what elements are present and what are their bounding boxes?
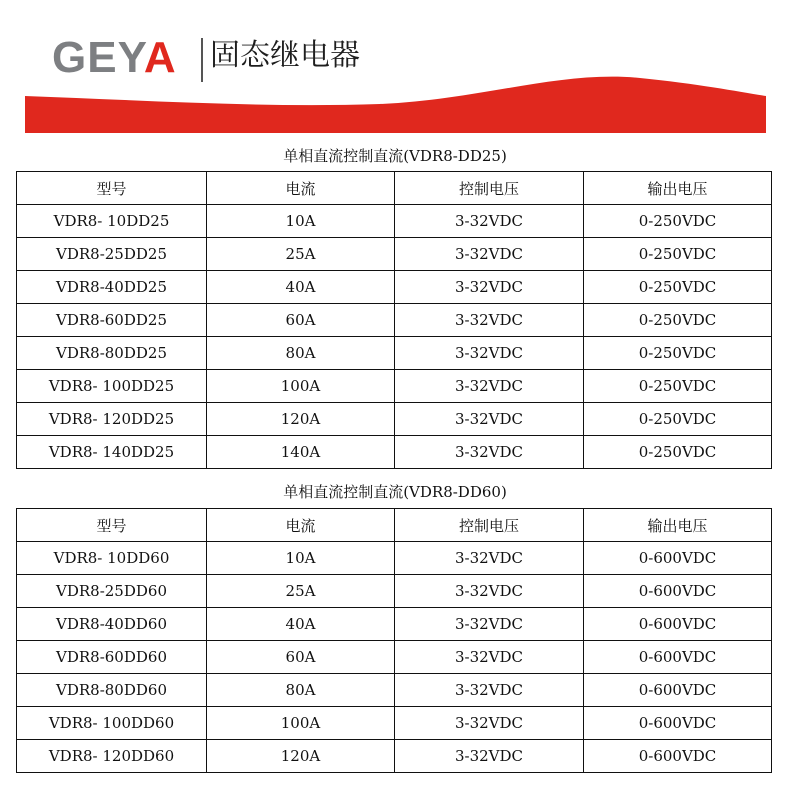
cell-output-voltage: 0-600VDC: [584, 575, 772, 608]
table-row: [17, 337, 772, 370]
cell-output-voltage: 0-600VDC: [584, 674, 772, 707]
cell-control-voltage: 3-32VDC: [395, 436, 584, 469]
cell-output-voltage: 0-250VDC: [584, 370, 772, 403]
cell-output-voltage: 0-250VDC: [584, 271, 772, 304]
table-row: [17, 542, 772, 575]
cell-model: VDR8- 120DD25: [17, 403, 207, 436]
spec-table-dd25: [16, 171, 772, 469]
cell-control-voltage: 3-32VDC: [395, 271, 584, 304]
cell-current: 120A: [207, 740, 395, 773]
cell-current: 40A: [207, 271, 395, 304]
cell-model: VDR8- 10DD60: [17, 542, 207, 575]
table-row: [17, 205, 772, 238]
cell-current: 100A: [207, 707, 395, 740]
cell-output-voltage: 0-250VDC: [584, 436, 772, 469]
header-cell-output-voltage: 输出电压: [584, 509, 772, 542]
table-row: [17, 370, 772, 403]
cell-control-voltage: 3-32VDC: [395, 304, 584, 337]
header-cell-control-voltage: 控制电压: [395, 509, 584, 542]
logo-accent-letter: A: [143, 33, 177, 82]
cell-control-voltage: 3-32VDC: [395, 740, 584, 773]
page-header: [0, 0, 790, 140]
table-row: [17, 271, 772, 304]
cell-current: 120A: [207, 403, 395, 436]
cell-model: VDR8- 100DD60: [17, 707, 207, 740]
cell-current: 140A: [207, 436, 395, 469]
table-row: [17, 608, 772, 641]
cell-model: VDR8- 10DD25: [17, 205, 207, 238]
table-header-row: [17, 509, 772, 542]
cell-current: 60A: [207, 304, 395, 337]
cell-model: VDR8-60DD25: [17, 304, 207, 337]
cell-model: VDR8-25DD60: [17, 575, 207, 608]
cell-output-voltage: 0-250VDC: [584, 304, 772, 337]
cell-model: VDR8-25DD25: [17, 238, 207, 271]
cell-control-voltage: 3-32VDC: [395, 674, 584, 707]
table-row: [17, 238, 772, 271]
cell-control-voltage: 3-32VDC: [395, 337, 584, 370]
cell-output-voltage: 0-600VDC: [584, 641, 772, 674]
header-cell-current: 电流: [207, 509, 395, 542]
cell-control-voltage: 3-32VDC: [395, 641, 584, 674]
cell-current: 100A: [207, 370, 395, 403]
header-cell-model: 型号: [17, 509, 207, 542]
cell-current: 60A: [207, 641, 395, 674]
cell-model: VDR8- 120DD60: [17, 740, 207, 773]
spec-table-dd60: [16, 508, 772, 773]
table-row: [17, 641, 772, 674]
table-caption-dd25: 单相直流控制直流(VDR8-DD25): [283, 147, 507, 165]
cell-output-voltage: 0-250VDC: [584, 238, 772, 271]
cell-model: VDR8-80DD60: [17, 674, 207, 707]
table-caption-dd60: 单相直流控制直流(VDR8-DD60): [283, 483, 507, 501]
cell-model: VDR8-60DD60: [17, 641, 207, 674]
table-row: [17, 436, 772, 469]
cell-control-voltage: 3-32VDC: [395, 542, 584, 575]
geya-logo: [52, 33, 177, 82]
cell-current: 40A: [207, 608, 395, 641]
header-cell-current: 电流: [207, 172, 395, 205]
cell-current: 80A: [207, 337, 395, 370]
cell-control-voltage: 3-32VDC: [395, 370, 584, 403]
table-row: [17, 740, 772, 773]
cell-output-voltage: 0-250VDC: [584, 403, 772, 436]
header-cell-model: 型号: [17, 172, 207, 205]
cell-control-voltage: 3-32VDC: [395, 707, 584, 740]
logo-text: GEY: [52, 33, 144, 82]
cell-control-voltage: 3-32VDC: [395, 403, 584, 436]
cell-output-voltage: 0-600VDC: [584, 542, 772, 575]
cell-output-voltage: 0-250VDC: [584, 205, 772, 238]
header-cell-control-voltage: 控制电压: [395, 172, 584, 205]
cell-output-voltage: 0-250VDC: [584, 337, 772, 370]
cell-control-voltage: 3-32VDC: [395, 608, 584, 641]
cell-current: 80A: [207, 674, 395, 707]
cell-model: VDR8-80DD25: [17, 337, 207, 370]
cell-control-voltage: 3-32VDC: [395, 238, 584, 271]
logo-divider: [201, 38, 203, 82]
cell-output-voltage: 0-600VDC: [584, 608, 772, 641]
cell-control-voltage: 3-32VDC: [395, 575, 584, 608]
table-row: [17, 403, 772, 436]
cell-model: VDR8-40DD25: [17, 271, 207, 304]
header-cell-output-voltage: 输出电压: [584, 172, 772, 205]
table-row: [17, 707, 772, 740]
cell-control-voltage: 3-32VDC: [395, 205, 584, 238]
table-header-row: [17, 172, 772, 205]
cell-output-voltage: 0-600VDC: [584, 707, 772, 740]
cell-output-voltage: 0-600VDC: [584, 740, 772, 773]
cell-current: 25A: [207, 575, 395, 608]
cell-model: VDR8- 100DD25: [17, 370, 207, 403]
cell-current: 10A: [207, 542, 395, 575]
table-row: [17, 575, 772, 608]
cell-current: 10A: [207, 205, 395, 238]
table-row: [17, 674, 772, 707]
page-title: 固态继电器: [210, 38, 360, 73]
cell-model: VDR8- 140DD25: [17, 436, 207, 469]
table-row: [17, 304, 772, 337]
cell-model: VDR8-40DD60: [17, 608, 207, 641]
cell-current: 25A: [207, 238, 395, 271]
